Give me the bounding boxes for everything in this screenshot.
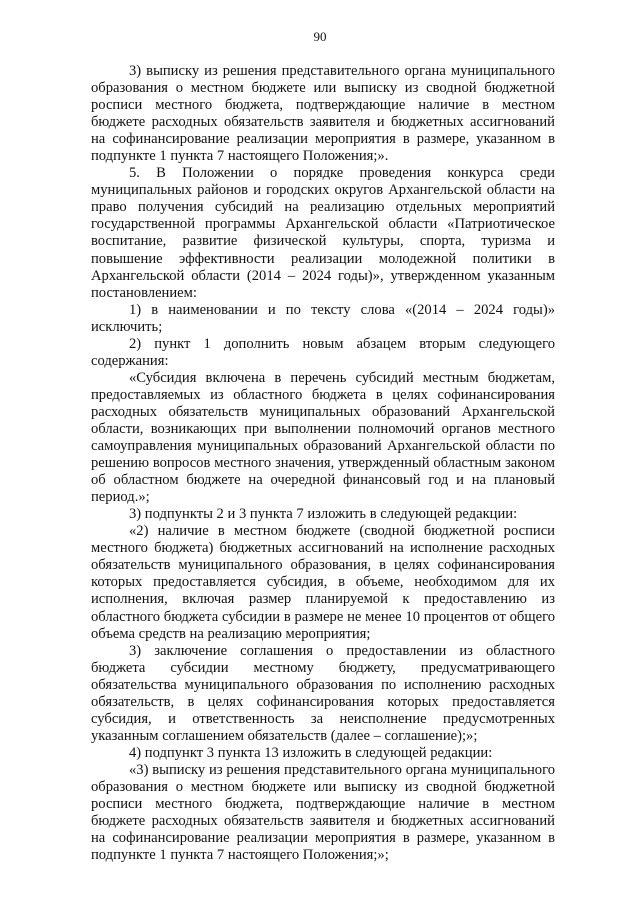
- paragraph-amendment-3-point-7: 3) подпункты 2 и 3 пункта 7 изложить в следующей редакции:: [129, 506, 518, 523]
- paragraph-amendment-1-title: 1) в наименовании и по тексту слова «(2014 – 2024 годы)» исключить;: [91, 301, 555, 335]
- paragraph-subitem-3-extract-new: «3) выписку из решения представительного органа муниципального образования о местном бюджете или выписку из сводной бюджетной росписи местного бюджета, подтверждающие наличие в местном бюджете расходных обязательств заявителя и бюджетных ассигнований на софинансирование реализации мероприятия в размере, указанном в подпункте 1 пункта 7 настоящего Положения;»;: [91, 761, 555, 864]
- paragraph-condition-3-agreement: 3) заключение соглашения о предоставлении из областного бюджета субсидии местному бюджету, предусматривающего обязательства муниципального образования по исполнению расходных обязательств, в целях софинансирования которых предоставляется субсидия, и ответственность за неисполнение предусмотренных указанным соглашением обязательств (далее – соглашение);»;: [91, 642, 555, 744]
- paragraph-subitem-3-extract: 3) выписку из решения представительного органа муниципального образования о местном бюджете или выписку из сводной бюджетной росписи местного бюджета, подтверждающие наличие в местном бюджете расходных обязательств заявителя и бюджетных ассигнований на софинансирование реализации мероприятия в размере, указанном в подпункте 1 пункта 7 настоящего Положения;».: [91, 63, 555, 165]
- paragraph-amendment-2-point-1: 2) пункт 1 дополнить новым абзацем вторым следующего содержания:: [91, 335, 555, 369]
- paragraph-item-5-competition-regulation: 5. В Положении о порядке проведения конкурса среди муниципальных районов и городских округов Архангельской области на право получения субсидий на реализацию отдельных мероприятий государственной программы Архангельской области «Патриотическое воспитание, развитие физической культуры, спорта, туризма и повышение эффективности реализации молодежной политики в Архангельской области (2014 – 2024 годы)», утвержденном указанным постановлением:: [91, 165, 555, 301]
- page-number: 90: [313, 29, 327, 44]
- paragraph-condition-2-budget: «2) наличие в местном бюджете (сводной бюджетной росписи местного бюджета) бюджетных ассигнований на исполнение расходных обязательств муниципального образования, в целях софинансирования которых предоставляется субсидия, в объеме, необходимом для их исполнения, включая размер планируемой к предоставлению из областного бюджета субсидии в размере не менее 10 процентов от общего объема средств на реализацию мероприятия;: [91, 523, 555, 642]
- paragraph-amendment-4-point-13: 4) подпункт 3 пункта 13 изложить в следующей редакции:: [129, 744, 493, 761]
- document-body: [91, 63, 555, 864]
- paragraph-subsidy-inclusion-quote: «Субсидия включена в перечень субсидий местным бюджетам, предоставляемых из областного бюджета в целях софинансирования расходных обязательств муниципальных образований Архангельской области, возникающих при выполнении полномочий органов местного самоуправления муниципальных образований Архангельской области по решению вопросов местного значения, утвержденный областным законом об областном бюджете на очередной финансовый год и на плановый период.»;: [91, 369, 555, 506]
